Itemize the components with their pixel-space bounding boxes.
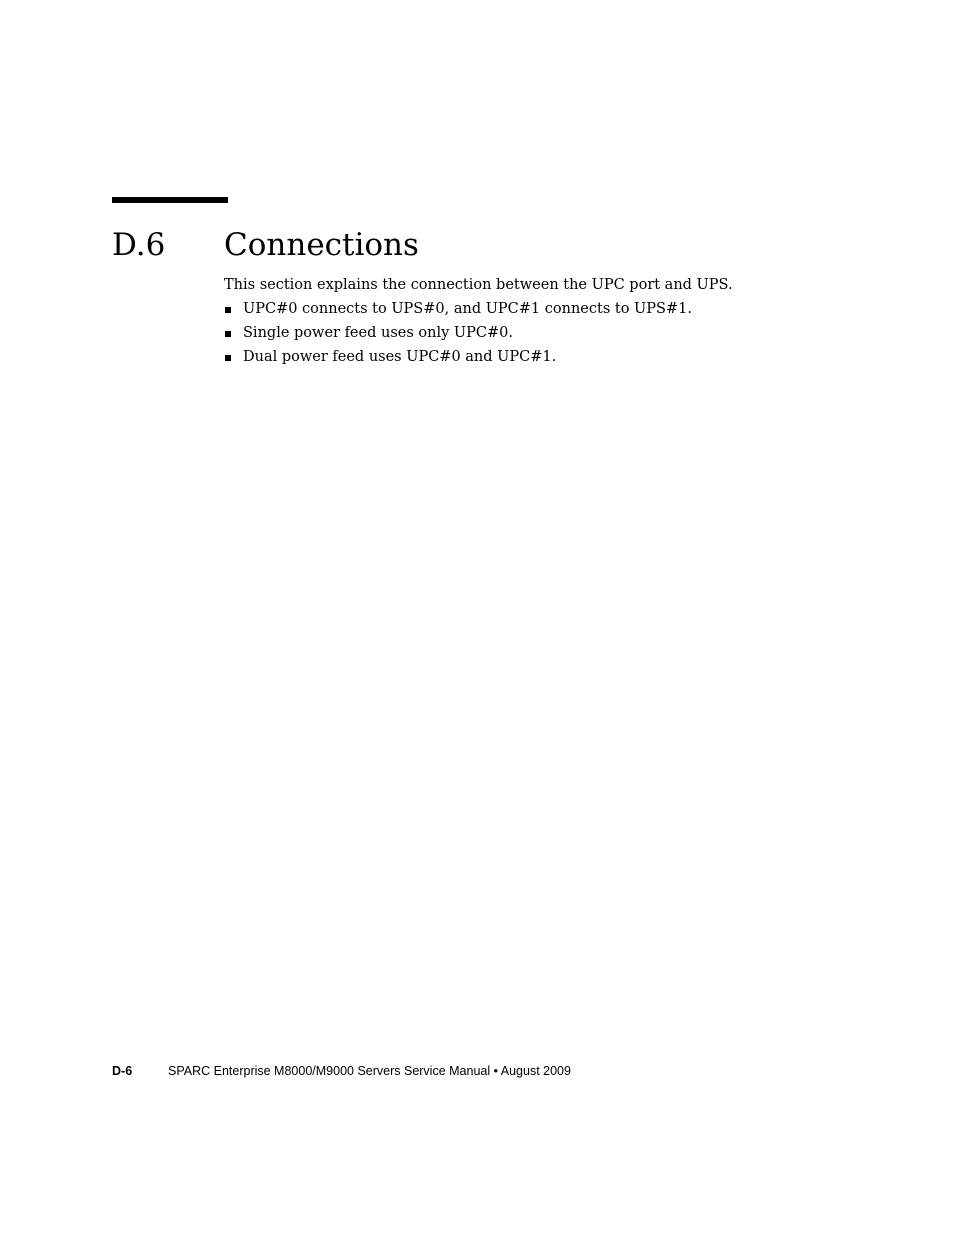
square-bullet-icon [225,355,231,361]
list-item [224,323,692,347]
list-item [224,347,692,371]
square-bullet-icon [225,307,231,313]
square-bullet-icon [225,331,231,337]
section-rule [112,197,228,203]
list-item [224,299,692,323]
list-item-text: Single power feed uses only UPC#0. [243,325,513,341]
section-number: D.6 [112,227,166,263]
bullet-list [224,299,692,371]
list-item-text: UPC#0 connects to UPS#0, and UPC#1 connects to UPS#1. [243,301,692,317]
section-title: Connections [224,227,419,263]
page-number: D-6 [112,1064,133,1078]
intro-paragraph: This section explains the connection between the UPC port and UPS. [224,277,733,293]
list-item-text: Dual power feed uses UPC#0 and UPC#1. [243,349,557,365]
document-title: SPARC Enterprise M8000/M9000 Servers Service Manual • August 2009 [168,1064,571,1078]
